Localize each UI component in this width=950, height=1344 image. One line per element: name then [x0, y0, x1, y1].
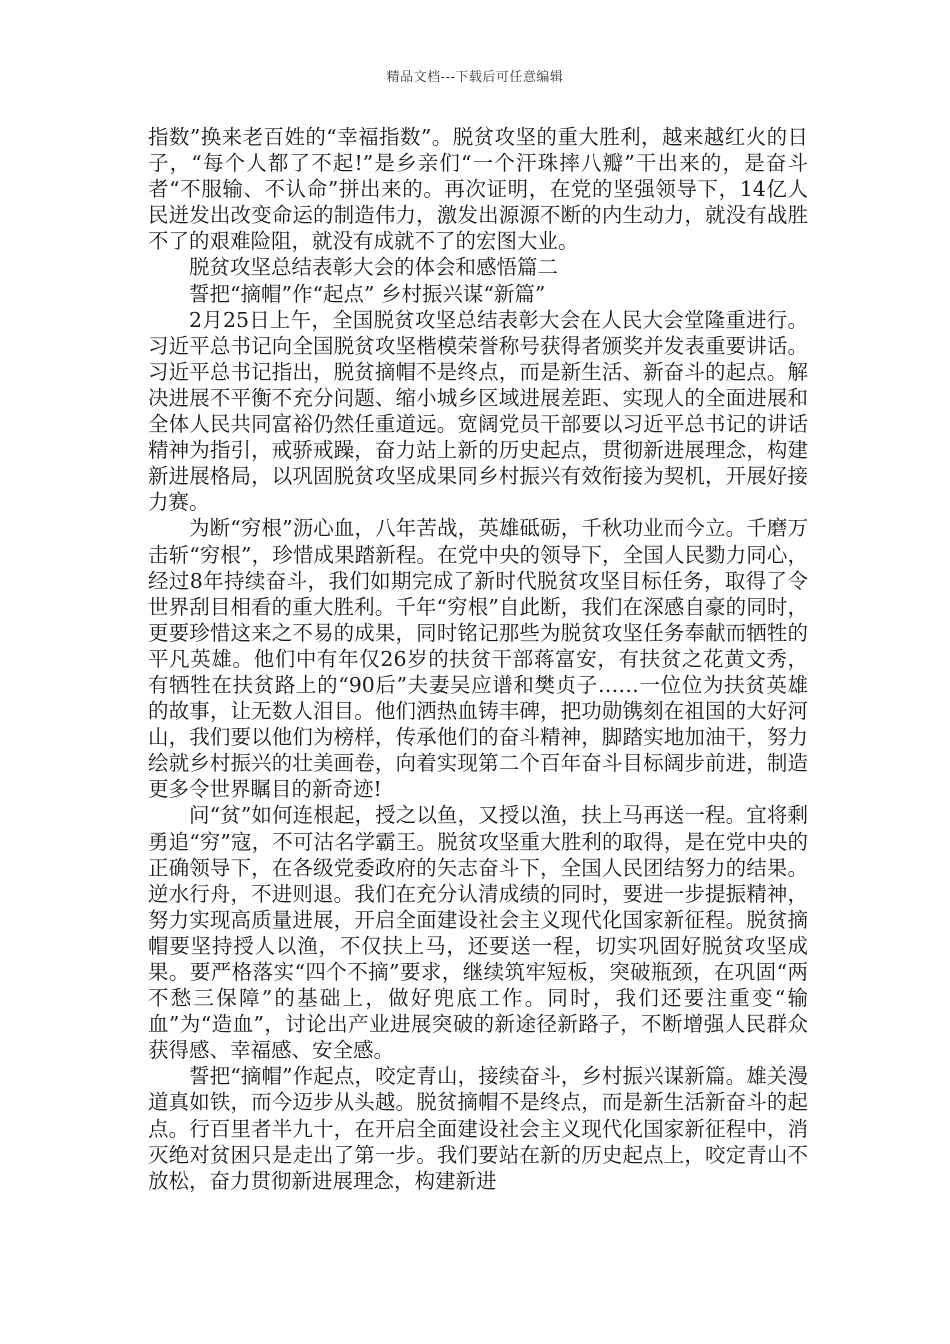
section-title: 脱贫攻坚总结表彰大会的体会和感悟篇二	[189, 255, 558, 280]
paragraph-continued: 指数”换来老百姓的“幸福指数”。脱贫攻坚的重大胜利，越来越红火的日子，“每个人都了不起!”是乡亲们“一个汗珠摔八瓣”干出来的，是奋斗者“不服输、不认命”拼出来的。再次证明，在党的坚强领导下，14亿人民迸发出改变命运的制造伟力，激发出源源不断的内生动力，就没有战胜不了的艰难险阻，就没有成就不了的宏图大业。	[148, 125, 808, 254]
paragraph: 问“贫”如何连根起，授之以鱼，又授以渔，扶上马再送一程。宜将剩勇追“穷”寇，不可沽名学霸王。脱贫攻坚重大胜利的取得，是在党中央的正确领导下，在各级党委政府的矢志奋斗下，全国人民团结努力的结果。逆水行舟，不进则退。我们在充分认清成绩的同时，要进一步提振精神，努力实现高质量进展，开启全面建设社会主义现代化国家新征程。脱贫摘帽要坚持授人以渔，不仅扶上马，还要送一程，切实巩固好脱贫攻坚成果。要严格落实“四个不摘”要求，继续筑牢短板，突破瓶颈，在巩固“两不愁三保障”的基础上，做好兜底工作。同时，我们还要注重变“输血”为“造血”，讨论出产业进展突破的新途径新路子，不断增强人民群众获得感、幸福感、安全感。	[148, 803, 808, 1063]
paragraph: 誓把“摘帽”作起点，咬定青山，接续奋斗，乡村振兴谋新篇。雄关漫道真如铁，而今迈步从头越。脱贫摘帽不是终点，而是新生活新奋斗的起点。行百里者半九十，在开启全面建设社会主义现代化国家新征程中，消灭绝对贫困只是走出了第一步。我们要站在新的历史起点上，咬定青山不放松，奋力贯彻新进展理念，构建新进	[148, 1064, 808, 1193]
document-body	[148, 124, 808, 1194]
article-subtitle: 誓把“摘帽”作“起点” 乡村振兴谋“新篇”	[189, 281, 546, 306]
paragraph: 为断“穷根”沥心血，八年苦战，英雄砥砺，千秋功业而今立。千磨万击斩“穷根”，珍惜成果踏新程。在党中央的领导下，全国人民勠力同心，经过8年持续奋斗，我们如期完成了新时代脱贫攻坚目标任务，取得了令世界刮目相看的重大胜利。千年“穷根”自此断，我们在深感自豪的同时，更要珍惜这来之不易的成果，同时铭记那些为脱贫攻坚任务奉献而牺牲的平凡英雄。他们中有年仅26岁的扶贫干部蒋富安，有扶贫之花黄文秀，有牺牲在扶贫路上的“90后”夫妻吴应谱和樊贞子……一位位为扶贫英雄的故事，让无数人泪目。他们洒热血铸丰碑，把功勋镌刻在祖国的大好河山，我们要以他们为榜样，传承他们的奋斗精神，脚踏实地加油干，努力绘就乡村振兴的壮美画卷，向着实现第二个百年奋斗目标阔步前进，制造更多令世界瞩目的新奇迹!	[148, 516, 808, 802]
paragraph: 2月25日上午，全国脱贫攻坚总结表彰大会在人民大会堂隆重进行。习近平总书记向全国脱贫攻坚楷模荣誉称号获得者颁奖并发表重要讲话。习近平总书记指出，脱贫摘帽不是终点，而是新生活、新奋斗的起点。解决进展不平衡不充分问题、缩小城乡区域进展差距、实现人的全面进展和全体人民共同富裕仍然任重道远。宽阔党员干部要以习近平总书记的讲话精神为指引，戒骄戒躁，奋力站上新的历史起点，贯彻新进展理念，构建新进展格局，以巩固脱贫攻坚成果同乡村振兴有效衔接为契机，开展好接力赛。	[148, 307, 808, 515]
page-header: 精品文档---下载后可任意编辑	[386, 70, 564, 85]
